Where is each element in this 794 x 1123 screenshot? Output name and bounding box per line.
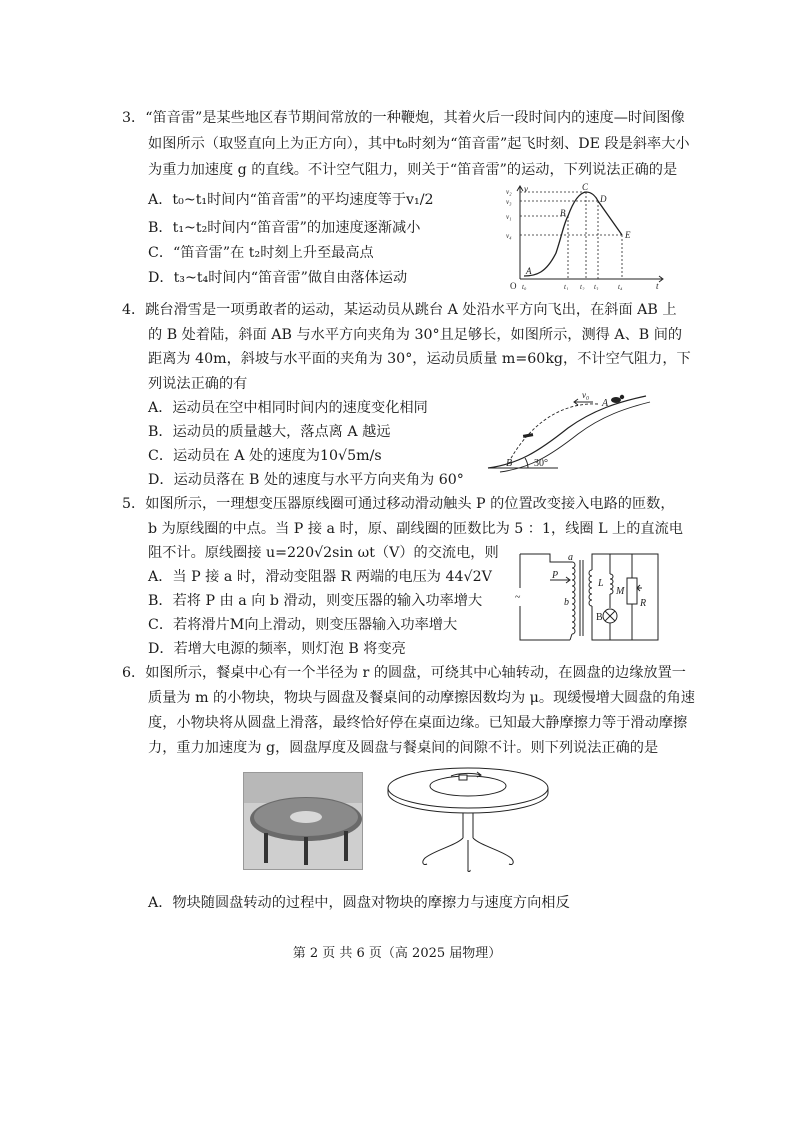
graph-origin-label: O (510, 281, 517, 290)
graph-point-e: E (625, 230, 631, 240)
graph-point-c: C (582, 183, 589, 192)
q5-m-label: M (616, 586, 625, 597)
q4-option-c: C．运动员在 A 处的速度为10√5m/s (148, 448, 382, 464)
q3-option-b: B．t₁~t₂时间内“笛音雷”的加速度逐渐减小 (148, 220, 421, 236)
q6-line-3: 度，小物块将从圆盘上滑落，最终恰好停在桌面边缘。已知最大静摩擦力等于滑动摩擦 (148, 715, 688, 731)
q5-line-2: b 为原线圈的中点。当 P 接 a 时，原、副线圈的匝数比为 5 ：1，线圈 L 上的直流电 (148, 521, 683, 537)
q4-line-3: 距离为 40m，斜坡与水平面的夹角为 30°，运动员质量 m=60kg，不计空气阻力，下 (148, 351, 691, 367)
q4-option-a: A．运动员在空中相同时间内的速度变化相同 (148, 400, 428, 416)
q5-l-label: L (598, 578, 604, 589)
graph-tick-v3: v₃ (506, 198, 512, 206)
q3-option-c: C．“笛音雷”在 t₂时刻上升至最高点 (148, 245, 374, 261)
q5-line-3: 阻不计。原线圈接 u=220√2sin ωt（V）的交流电，则 (148, 545, 499, 561)
graph-point-d: D (600, 194, 607, 204)
q6-line-1: 6．如图所示，餐桌中心有一个半径为 r 的圆盘，可绕其中心轴转动，在圆盘的边缘放置一 (122, 665, 686, 681)
q5-p-label: P (552, 570, 559, 581)
q4-ski-jump-figure (478, 388, 658, 474)
q4-option-b: B．运动员的质量越大，落点离 A 越远 (148, 424, 391, 440)
q3-line-3: 为重力加速度 g 的直线。不计空气阻力，则关于“笛音雷”的运动，下列说法正确的是 (148, 162, 678, 178)
q3-option-a: A．t₀~t₁时间内“笛音雷”的平均速度等于v₁/2 (148, 192, 434, 208)
q5-lamp-label: B (596, 612, 603, 623)
graph-tick-t4: t₄ (618, 283, 623, 290)
q5-a-label: a (568, 552, 573, 563)
q5-r-label: R (640, 598, 647, 609)
q4-b-label: B (506, 458, 513, 469)
q5-transformer-circuit (510, 550, 662, 646)
q5-line-1: 5．如图所示，一理想变压器原线圈可通过移动滑动触头 P 的位置改变接入电路的匝数， (122, 496, 675, 512)
q4-line-1: 4．跳台滑雪是一项勇敢者的运动，某运动员从跳台 A 处沿水平方向飞出，在斜面 AB 上 (122, 302, 677, 318)
q5-b-label: b (564, 597, 569, 608)
graph-x-axis-label: t (656, 281, 659, 290)
graph-y-axis-label: v (524, 184, 528, 194)
q4-option-d: D．运动员落在 B 处的速度与水平方向夹角为 60° (148, 472, 464, 488)
graph-tick-t0: t₀ (522, 283, 527, 290)
q6-line-2: 质量为 m 的小物块，物块与圆盘及餐桌间的动摩擦因数均为 μ。现缓慢增大圆盘的角速 (148, 690, 695, 706)
q3-option-d: D．t₃~t₄时间内“笛音雷”做自由落体运动 (148, 270, 408, 286)
q6-line-4: 力，重力加速度为 g，圆盘厚度及圆盘与餐桌间的间隙不计。则下列说法正确的是 (148, 740, 659, 756)
q6-table-drawing (385, 766, 551, 876)
graph-tick-v4: v₄ (506, 232, 512, 240)
q4-v0-label: v₀ (582, 390, 590, 400)
graph-point-a: A (526, 266, 532, 276)
graph-tick-v1: v₁ (506, 213, 512, 221)
graph-tick-v2: v₂ (506, 188, 512, 196)
graph-tick-t1: t₁ (564, 283, 569, 290)
q5-source-label: ~ (515, 592, 521, 603)
q4-line-2: 的 B 处着陆，斜面 AB 与水平方向夹角为 30°且足够长，如图所示，测得 A、B 间的 (148, 327, 683, 343)
q4-angle-label: 30° (534, 458, 548, 469)
q4-line-4: 列说法正确的有 (148, 376, 248, 392)
q3-line-2: 如图所示（取竖直向上为正方向），其中t₀时刻为“笛音雷”起飞时刻、DE 段是斜率大小 (148, 136, 690, 152)
q5-option-a: A．当 P 接 a 时，滑动变阻器 R 两端的电压为 44√2V (148, 569, 492, 585)
q4-a-label: A (602, 398, 609, 409)
graph-point-b: B (560, 208, 566, 218)
q6-option-a: A．物块随圆盘转动的过程中，圆盘对物块的摩擦力与速度方向相反 (148, 895, 570, 911)
graph-tick-t2: t₂ (580, 283, 585, 290)
q5-option-b: B．若将 P 由 a 向 b 滑动，则变压器的输入功率增大 (148, 593, 483, 609)
q6-table-photo (243, 772, 363, 870)
q5-option-d: D．若增大电源的频率，则灯泡 B 将变亮 (148, 641, 406, 657)
q5-option-c: C．若将滑片M向上滑动，则变压器输入功率增大 (148, 617, 458, 633)
q3-line-1: 3．“笛音雷”是某些地区春节期间常放的一种鞭炮，其着火后一段时间内的速度—时间图像 (122, 110, 685, 126)
page-footer: 第 2 页 共 6 页（高 2025 届物理） (292, 946, 502, 961)
q3-vt-graph (506, 183, 666, 290)
graph-tick-t3: t₃ (594, 283, 599, 290)
